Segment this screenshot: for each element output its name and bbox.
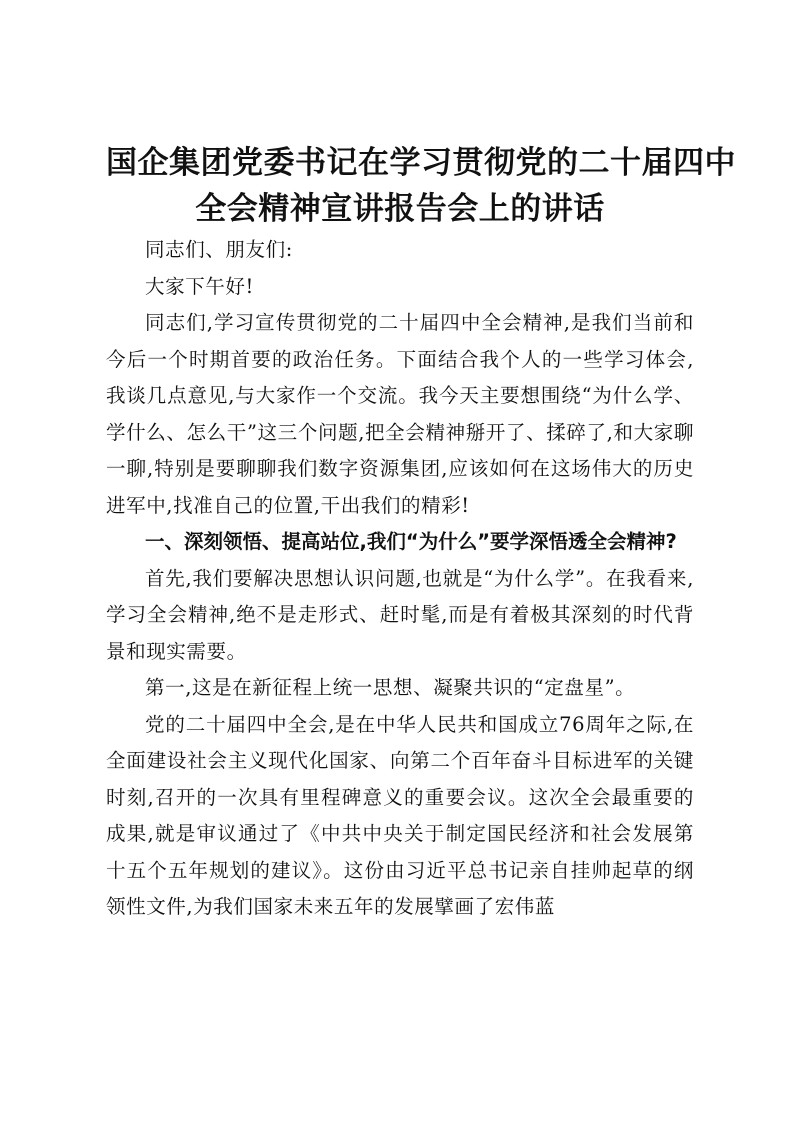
salutation: 同志们、朋友们: (145, 238, 293, 261)
greeting: 大家下午好! (145, 274, 254, 298)
point-1-paragraph: 党的二十届四中全会,是在中华人民共和国成立76周年之际,在全面建设社会主义现代化国家、向第二个百年奋斗目标进军的关键时刻,召开的一次具有里程碑意义的重要会议。这次全会最重要的成果,就是审议通过了《中共中央关于制定国民经济和社会发展第十五个五年规划的建议》。这份由习近平总书记亲自挂帅起草的纲领性文件,为我们国家未来五年的发展擘画了宏伟蓝 (106, 712, 694, 918)
document-page (106, 140, 736, 926)
section-1-paragraph: 首先,我们要解决思想认识问题,也就是“为什么学”。在我看来,学习全会精神,绝不是走形式、赶时髦,而是有着极其深刻的时代背景和现实需要。 (106, 566, 694, 663)
point-1-heading: 第一,这是在新征程上统一思想、凝聚共识的“定盘星”。 (145, 676, 636, 699)
intro-paragraph: 同志们,学习宣传贯彻党的二十届四中全会精神,是我们当前和今后一个时期首要的政治任务。下面结合我个人的一些学习体会,我谈几点意见,与大家作一个交流。我今天主要想围绕“为什么学、学什么、怎么干”这三个问题,把全会精神掰开了、揉碎了,和大家聊一聊,特别是要聊聊我们数字资源集团,应该如何在这场伟大的历史进军中,找准自己的位置,干出我们的精彩! (106, 311, 694, 517)
document-title (106, 140, 736, 232)
title-line-2: 全会精神宣讲报告会上的讲话 (195, 191, 605, 227)
section-heading-1: 一、深刻领悟、提高站位,我们“为什么”要学深悟透全会精神? (145, 530, 677, 553)
title-line-1: 国企集团党委书记在学习贯彻党的二十届四中 (106, 145, 736, 181)
